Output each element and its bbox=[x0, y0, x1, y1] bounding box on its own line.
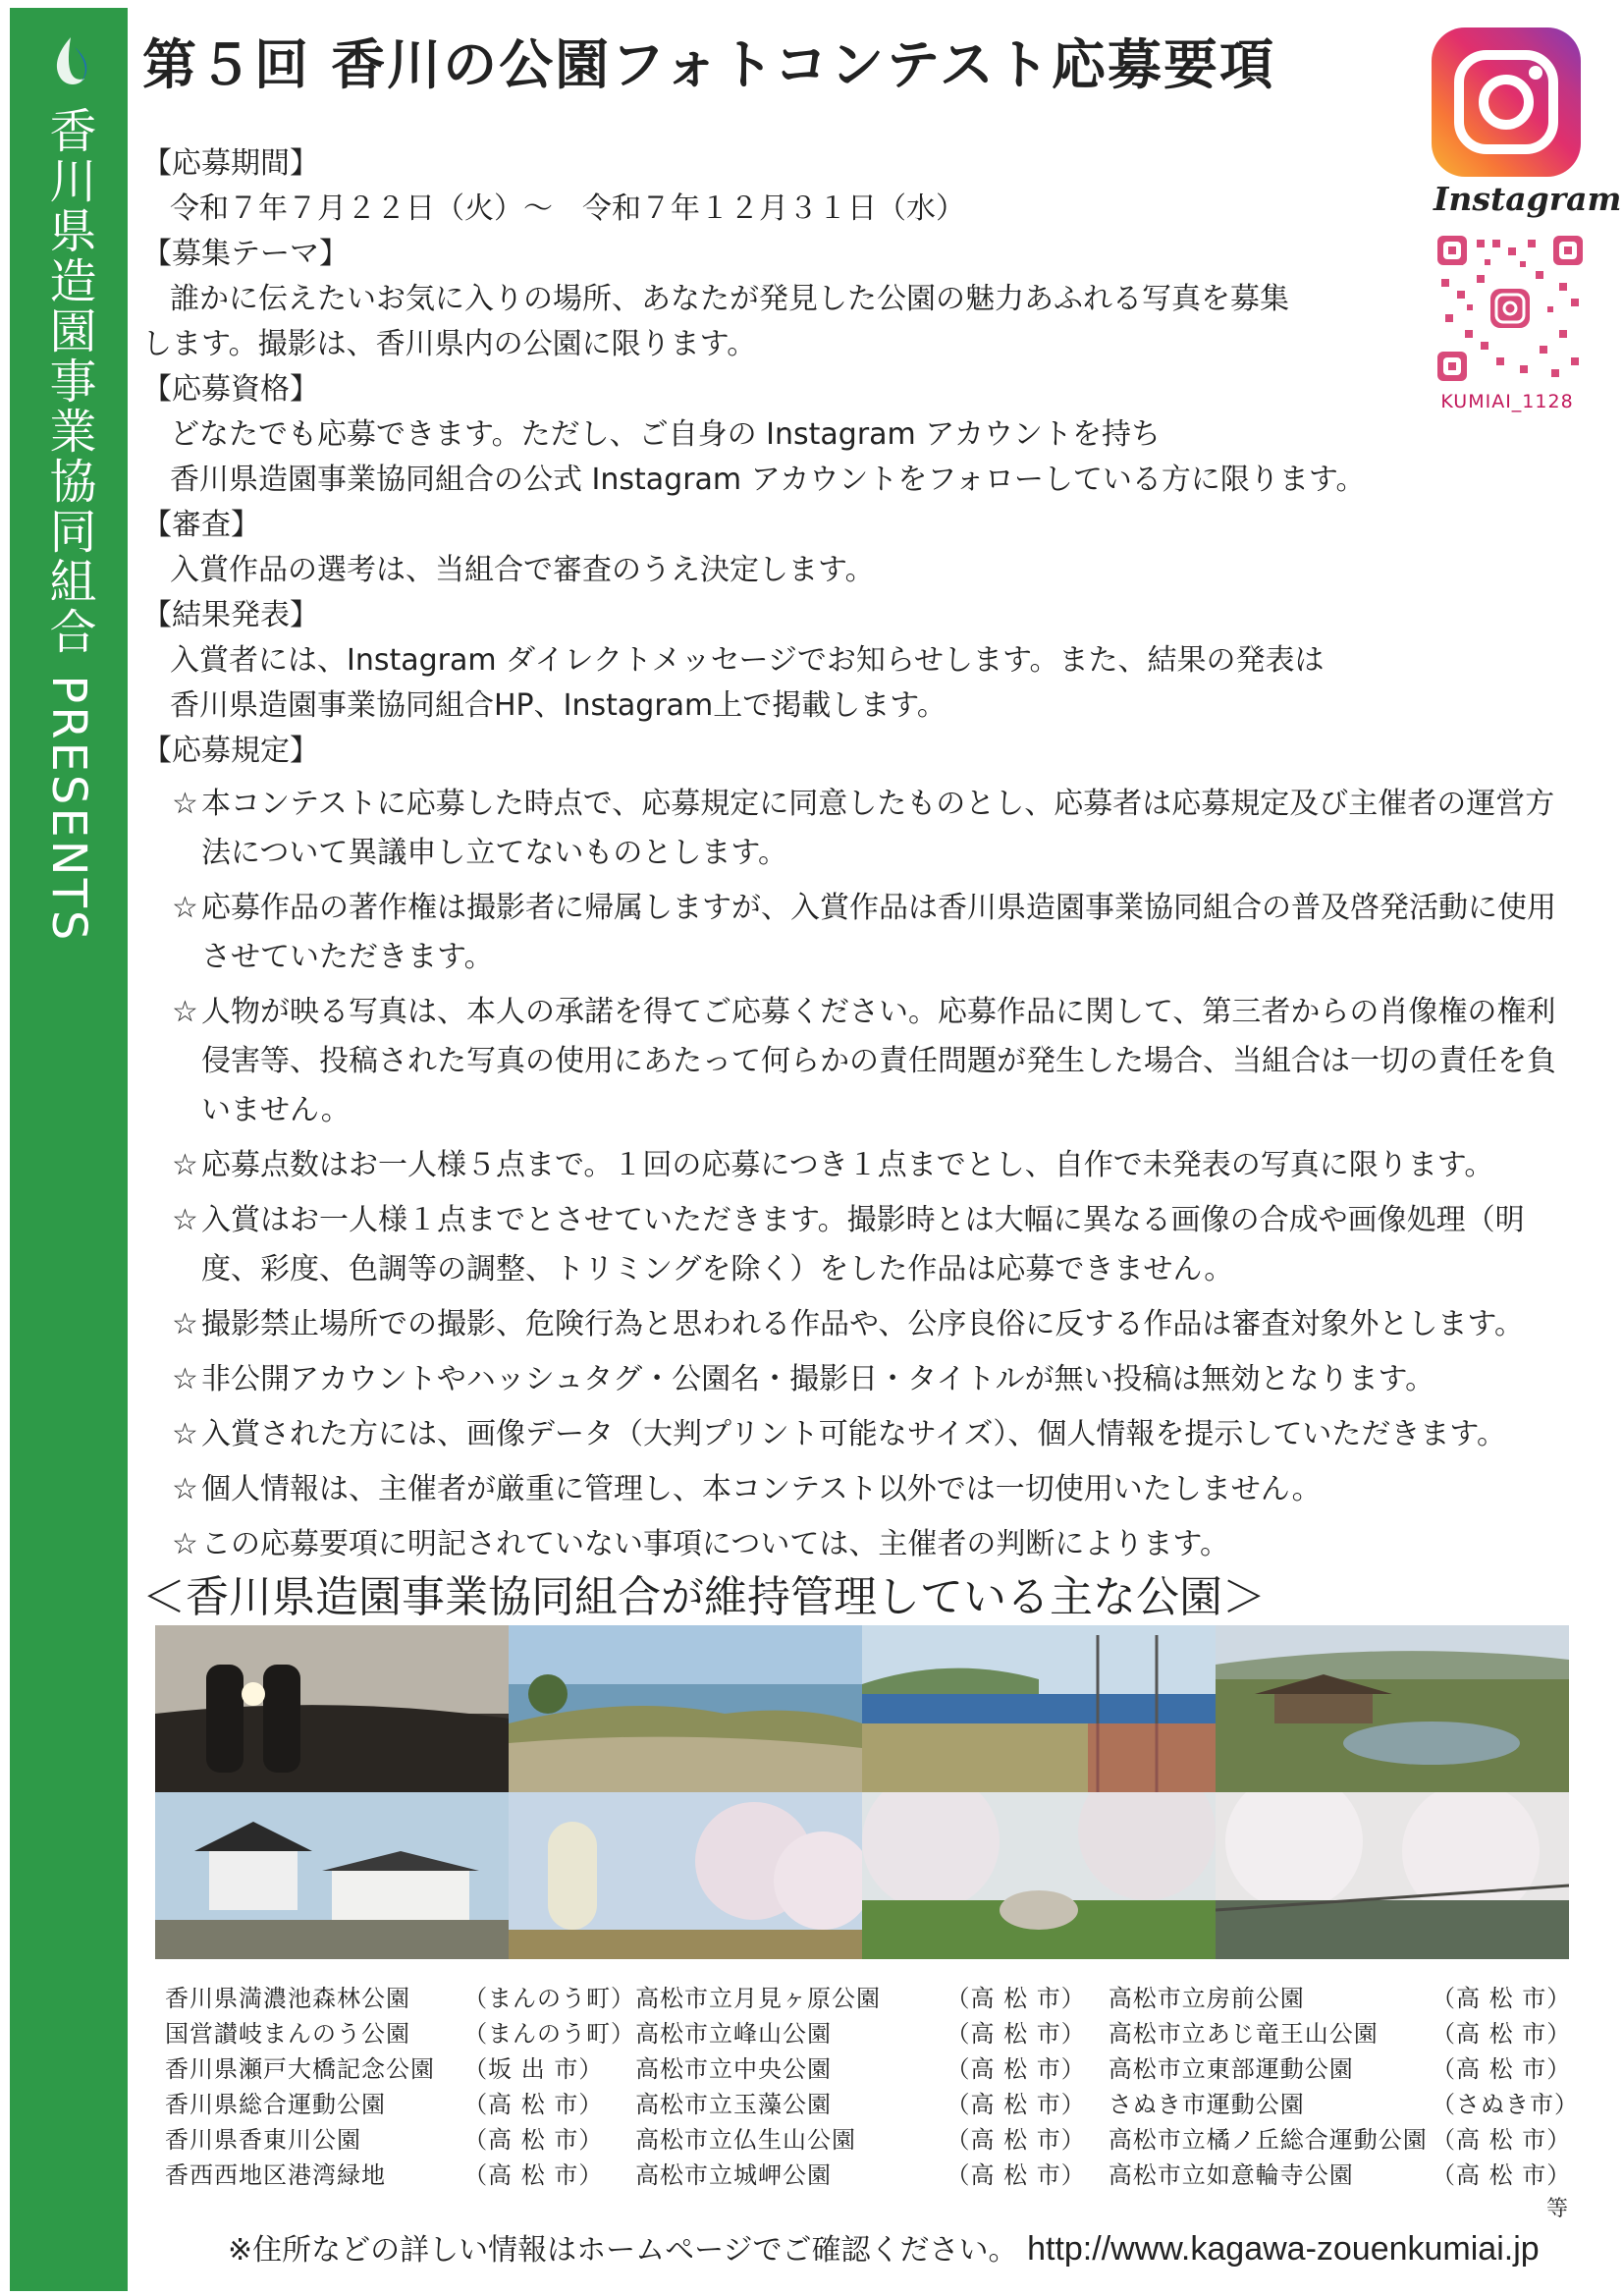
star-icon: ☆ bbox=[172, 1203, 198, 1237]
park-photo bbox=[1216, 1625, 1569, 1792]
table-row: 国営讃岐まんのう公園 （まんのう町） 高松市立峰山公園 （高 松 市） 高松市立あじ竜王山公園 （高 松 市） bbox=[165, 2019, 1572, 2048]
star-icon: ☆ bbox=[172, 1148, 198, 1182]
footer-note: ※住所などの詳しい情報はホームページでご確認ください。 bbox=[228, 2233, 1018, 2268]
park-photo bbox=[1216, 1792, 1569, 1959]
theme-text-2: します。撮影は、香川県内の公園に限ります。 bbox=[142, 327, 757, 361]
theme-heading: 【募集テーマ】 bbox=[142, 237, 349, 271]
sidebar-band bbox=[10, 8, 128, 2291]
rule-item: ☆ この応募要項に明記されていない事項については、主催者の判断によります。 bbox=[172, 1520, 1566, 1569]
park-photo bbox=[862, 1625, 1216, 1792]
rules-heading: 【応募規定】 bbox=[142, 734, 319, 768]
park-photo bbox=[155, 1625, 509, 1792]
rule-item: ☆ 撮影禁止場所での撮影、危険行為と思われる作品や、公序良俗に反する作品は審査対象外とします。 bbox=[172, 1300, 1566, 1349]
table-row: 香川県瀬戸大橋記念公園 （坂 出 市） 高松市立中央公園 （高 松 市） 高松市立東部運動公園 （高 松 市） bbox=[165, 2054, 1572, 2083]
eligibility-text-1: どなたでも応募できます。ただし、ご自身の Instagram アカウントを持ち bbox=[170, 417, 1161, 452]
rule-item: ☆ 人物が映る写真は、本人の承諾を得てご応募ください。応募作品に関して、第三者からの肖像権の権利侵害等、投稿された写真の使用にあたって何らかの責任問題が発生した場合、当組合は一切の責任を負いません。 bbox=[172, 988, 1566, 1135]
rule-item: ☆ 応募作品の著作権は撮影者に帰属しますが、入賞作品は香川県造園事業協同組合の普及啓発活動に使用させていただきます。 bbox=[172, 884, 1566, 982]
park-photo-grid bbox=[155, 1625, 1569, 1959]
etc-mark: 等 bbox=[1546, 2197, 1569, 2221]
park-photo bbox=[509, 1792, 862, 1959]
instagram-wordmark: Instagram bbox=[1434, 180, 1622, 218]
rule-item: ☆ 入賞された方には、画像データ（大判プリント可能なサイズ）、個人情報を提示していただきます。 bbox=[172, 1410, 1566, 1459]
star-icon: ☆ bbox=[172, 995, 198, 1029]
eligibility-text-2: 香川県造園事業協同組合の公式 Instagram アカウントをフォローしている方に限ります。 bbox=[170, 463, 1366, 497]
period-heading: 【応募期間】 bbox=[142, 146, 319, 181]
eligibility-heading: 【応募資格】 bbox=[142, 372, 319, 407]
guidelines-body bbox=[142, 141, 1566, 1575]
star-icon: ☆ bbox=[172, 1362, 198, 1396]
sidebar-presents-text: 香川県造園事業協同組合 PRESENTS bbox=[41, 106, 96, 944]
review-heading: 【審査】 bbox=[142, 508, 260, 542]
rule-item: ☆ 応募点数はお一人様５点まで。１回の応募につき１点までとし、自作で未発表の写真に限ります。 bbox=[172, 1141, 1566, 1190]
period-text: 令和７年７月２２日（火）～ 令和７年１２月３１日（水） bbox=[170, 191, 965, 226]
page-title: 第５回 香川の公園フォトコンテスト応募要項 bbox=[142, 33, 1275, 96]
star-icon: ☆ bbox=[172, 1307, 198, 1341]
park-list-table bbox=[165, 1978, 1579, 2190]
table-row: 香川県満濃池森林公園 （まんのう町） 高松市立月見ヶ原公園 （高 松 市） 高松市立房前公園 （高 松 市） bbox=[165, 1984, 1572, 2012]
rule-item: ☆ 本コンテストに応募した時点で、応募規定に同意したものとし、応募者は応募規定及び主催者の運営方法について異議申し立てないものとします。 bbox=[172, 780, 1566, 878]
review-text: 入賞作品の選考は、当組合で審査のうえ決定します。 bbox=[170, 553, 875, 587]
table-row: 香西西地区港湾緑地 （高 松 市） 高松市立城岬公園 （高 松 市） 高松市立如意輪寺公園 （高 松 市） bbox=[165, 2160, 1572, 2189]
parks-title: ＜香川県造園事業協同組合が維持管理している主な公園＞ bbox=[142, 1572, 1266, 1622]
rules-list bbox=[142, 780, 1566, 1569]
park-photo bbox=[862, 1792, 1216, 1959]
star-icon: ☆ bbox=[172, 1472, 198, 1506]
star-icon: ☆ bbox=[172, 787, 198, 821]
rule-item: ☆ 個人情報は、主催者が厳重に管理し、本コンテスト以外では一切使用いたしません。 bbox=[172, 1465, 1566, 1514]
kumiai-logo-icon bbox=[47, 33, 94, 92]
website-link[interactable]: http://www.kagawa-zouenkumiai.jp bbox=[1027, 2230, 1540, 2268]
footer bbox=[228, 2225, 1540, 2269]
table-row: 香川県総合運動公園 （高 松 市） 高松市立玉藻公園 （高 松 市） さぬき市運動公園 （さぬき市） bbox=[165, 2090, 1579, 2118]
park-photo bbox=[155, 1792, 509, 1959]
results-text-2: 香川県造園事業協同組合HP、Instagram上で掲載します。 bbox=[170, 688, 947, 723]
results-text-1: 入賞者には、Instagram ダイレクトメッセージでお知らせします。また、結果の発表は bbox=[170, 643, 1325, 678]
rule-item: ☆ 非公開アカウントやハッシュタグ・公園名・撮影日・タイトルが無い投稿は無効となります。 bbox=[172, 1355, 1566, 1404]
instagram-account: KUMIAI_1128 bbox=[1440, 391, 1574, 412]
rule-item: ☆ 入賞はお一人様１点までとさせていただきます。撮影時とは大幅に異なる画像の合成や画像処理（明度、彩度、色調等の調整、トリミングを除く）をした作品は応募できません。 bbox=[172, 1196, 1566, 1294]
theme-text-1: 誰かに伝えたいお気に入りの場所、あなたが発見した公園の魅力あふれる写真を募集 bbox=[170, 282, 1289, 316]
star-icon: ☆ bbox=[172, 1527, 198, 1561]
star-icon: ☆ bbox=[172, 891, 198, 925]
park-photo bbox=[509, 1625, 862, 1792]
results-heading: 【結果発表】 bbox=[142, 598, 319, 632]
star-icon: ☆ bbox=[172, 1417, 198, 1451]
table-row: 香川県香東川公園 （高 松 市） 高松市立仏生山公園 （高 松 市） 高松市立橘ノ丘総合運動公園 （高 松 市） bbox=[165, 2125, 1572, 2154]
